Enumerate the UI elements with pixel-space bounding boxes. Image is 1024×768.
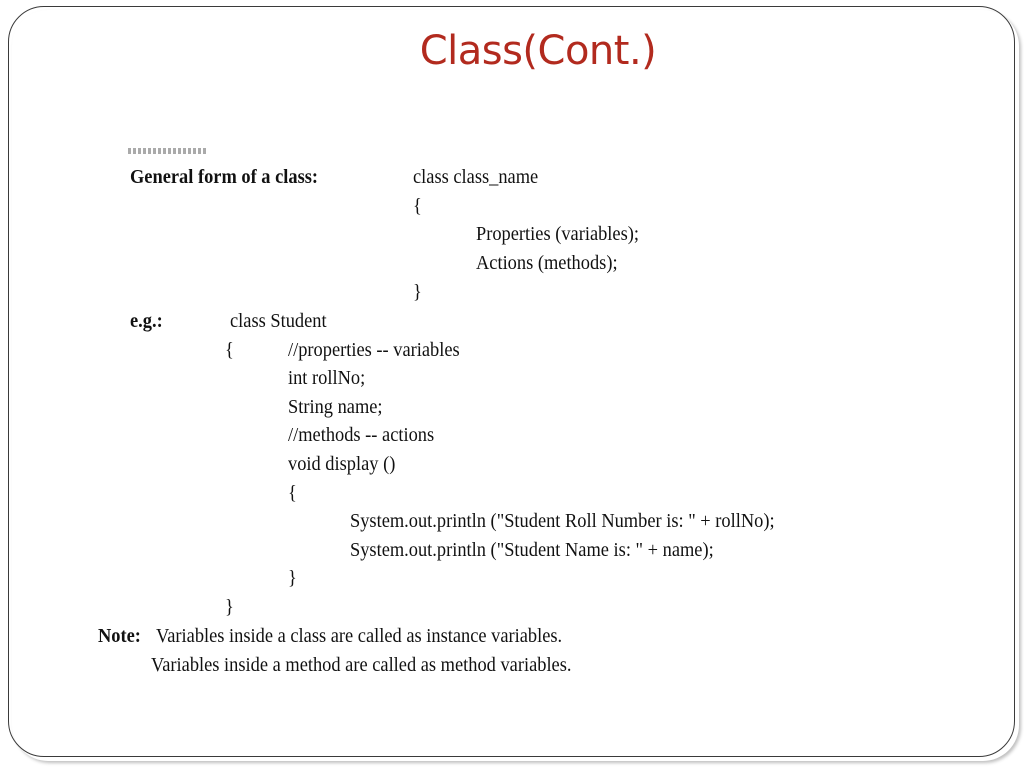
example-field-rollno: int rollNo; (288, 367, 366, 389)
example-class-close-brace: } (225, 596, 234, 618)
note-label: Note: (98, 625, 141, 647)
example-print-name: System.out.println ("Student Name is: " + name); (350, 539, 714, 561)
example-print-rollno: System.out.println ("Student Roll Number is: " + rollNo); (350, 510, 775, 532)
example-method-close-brace: } (288, 567, 297, 589)
note-line-2: Variables inside a method are called as method variables. (151, 654, 572, 676)
example-comment-methods: //methods -- actions (288, 424, 435, 446)
example-class-decl: class Student (230, 310, 327, 332)
general-properties: Properties (variables); (476, 223, 639, 245)
example-field-name: String name; (288, 396, 383, 418)
cropped-text-fragment (128, 148, 206, 154)
general-class-decl: class class_name (413, 166, 539, 188)
general-open-brace: { (413, 195, 422, 217)
slide-title: Class(Cont.) (419, 28, 657, 74)
example-method-signature: void display () (288, 453, 396, 475)
general-actions: Actions (methods); (476, 252, 618, 274)
note-line-1: Variables inside a class are called as instance variables. (156, 625, 563, 647)
example-label: e.g.: (130, 310, 163, 332)
example-method-open-brace: { (288, 482, 297, 504)
general-form-label: General form of a class: (130, 166, 319, 188)
general-close-brace: } (413, 281, 422, 303)
example-comment-properties: //properties -- variables (288, 339, 460, 361)
example-open-brace: { (225, 339, 234, 361)
